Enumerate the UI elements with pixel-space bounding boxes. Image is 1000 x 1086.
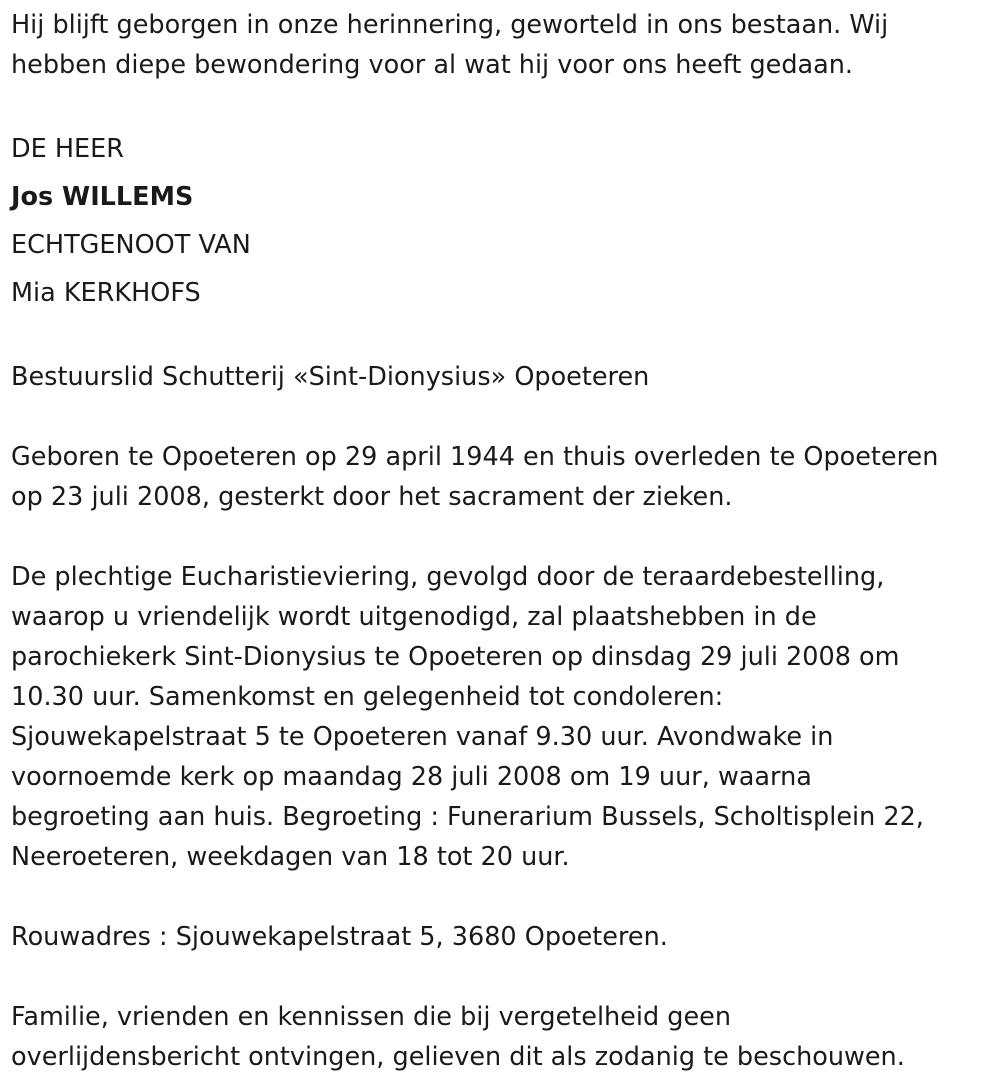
closing-line: Familie, vrienden en kennissen die bij vergetelheid geen xyxy=(11,1002,731,1032)
ceremony-line: parochiekerk Sint-Dionysius te Opoeteren op dinsdag 29 juli 2008 om xyxy=(11,642,900,672)
intro-line: hebben diepe bewondering voor al wat hij voor ons heeft gedaan. xyxy=(11,50,854,80)
ceremony-line: begroeting aan huis. Begroeting : Funerarium Bussels, Scholtisplein 22, xyxy=(11,802,924,832)
ceremony-line: Neeroeteren, weekdagen van 18 tot 20 uur. xyxy=(11,842,570,872)
spacer xyxy=(11,85,991,125)
ceremony-line: voornoemde kerk op maandag 28 juli 2008 om 19 uur, waarna xyxy=(11,762,812,792)
intro-paragraph xyxy=(11,5,991,85)
affiliation-text: Bestuurslid Schutterij «Sint-Dionysius» Opoeteren xyxy=(11,362,650,392)
affiliation-paragraph xyxy=(11,357,991,397)
spacer xyxy=(11,877,991,917)
intro-line: Hij blijft geborgen in onze herinnering, geworteld in ons bestaan. Wij xyxy=(11,10,889,40)
spacer xyxy=(11,957,991,997)
spacer xyxy=(11,517,991,557)
birth-death-paragraph xyxy=(11,437,991,517)
deceased-block xyxy=(11,125,991,317)
ceremony-line: waarop u vriendelijk wordt uitgenodigd, zal plaatshebben in de xyxy=(11,602,817,632)
spacer xyxy=(11,397,991,437)
closing-paragraph xyxy=(11,997,991,1077)
address-paragraph xyxy=(11,917,991,957)
spouse-name: Mia KERKHOFS xyxy=(11,278,201,308)
ceremony-line: Sjouwekapelstraat 5 te Opoeteren vanaf 9.30 uur. Avondwake in xyxy=(11,722,834,752)
mourning-address: Rouwadres : Sjouwekapelstraat 5, 3680 Opoeteren. xyxy=(11,922,668,952)
birth-death-line: Geboren te Opoeteren op 29 april 1944 en thuis overleden te Opoeteren xyxy=(11,442,939,472)
birth-death-line: op 23 juli 2008, gesterkt door het sacrament der zieken. xyxy=(11,482,733,512)
ceremony-line: 10.30 uur. Samenkomst en gelegenheid tot condoleren: xyxy=(11,682,724,712)
spacer xyxy=(11,317,991,357)
ceremony-line: De plechtige Eucharistieviering, gevolgd door de teraardebestelling, xyxy=(11,562,885,592)
relation-label: ECHTGENOOT VAN xyxy=(11,230,251,260)
obituary-notice xyxy=(11,5,991,1077)
closing-line: overlijdensbericht ontvingen, gelieven dit als zodanig te beschouwen. xyxy=(11,1042,905,1072)
deceased-name: Jos WILLEMS xyxy=(11,182,194,212)
ceremony-paragraph xyxy=(11,557,991,877)
honorific: DE HEER xyxy=(11,134,124,164)
